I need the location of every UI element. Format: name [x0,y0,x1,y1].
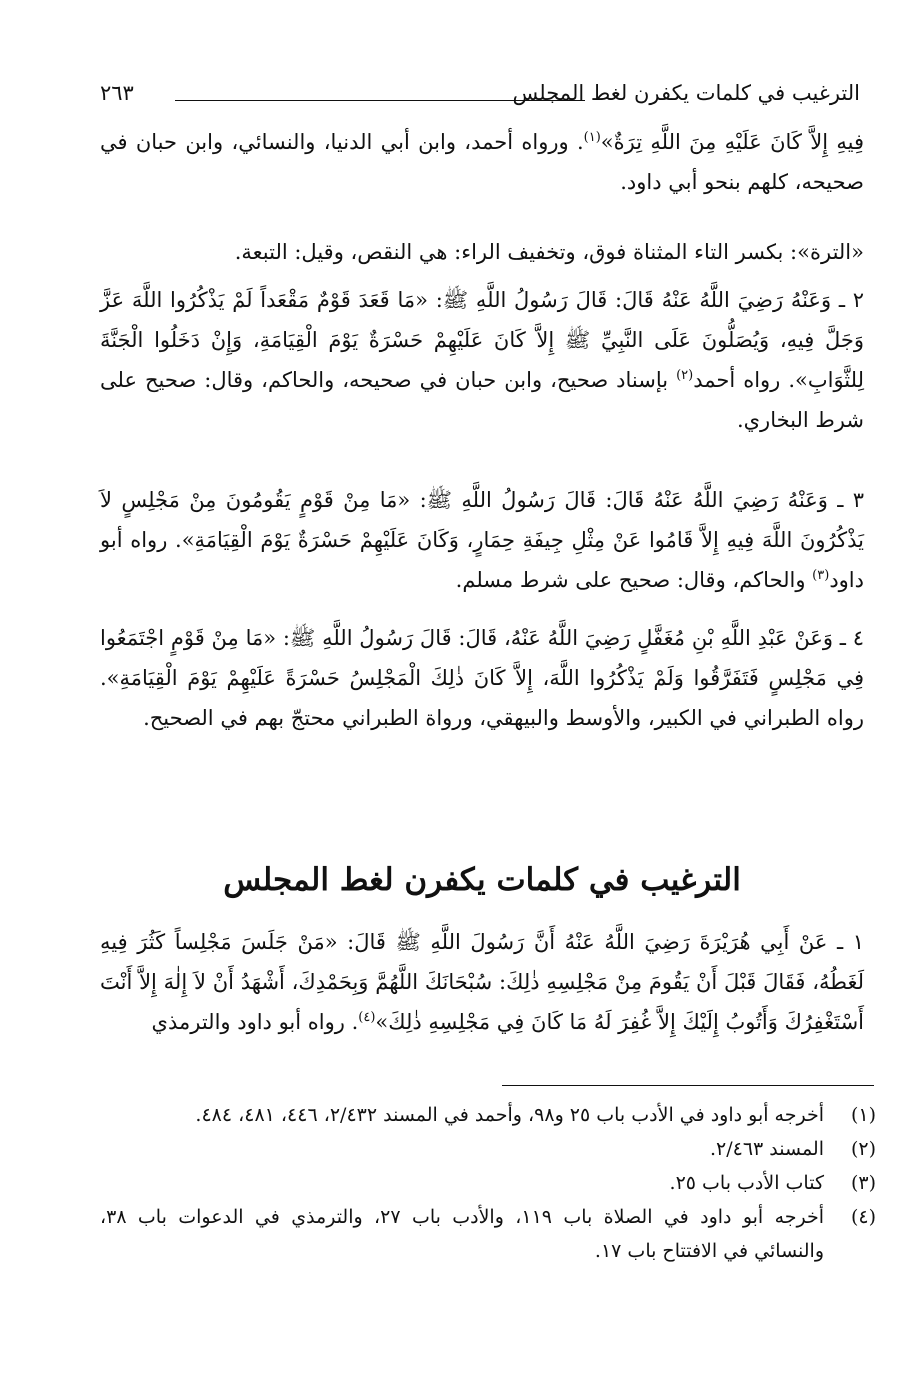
paragraph-text: ٣ ـ وَعَنْهُ رَضِيَ اللَّهُ عَنْهُ قَالَ: قَالَ رَسُولُ اللَّهِ ﷺ: «مَا مِنْ قَوْمٍ يَقُومُونَ مِنْ مَجْلِسٍ لاَ يَذْكُرُونَ اللَّهَ فِيهِ إِلاَّ قَامُوا عَنْ مِثْلِ جِيفَةِ حِمَارٍ، وَكَانَ عَلَيْهِمْ حَسْرَةٌ يَوْمَ الْقِيَامَةِ». رواه أبو داود [100,488,864,592]
footnote-item [100,1200,876,1268]
paragraph-text: «الترة»: بكسر التاء المثناة فوق، وتخفيف الراء: هي النقص، وقيل: التبعة. [234,240,864,264]
paragraph-text: . رواه أبو داود والترمذي [151,1010,359,1034]
footnote-number: (١) [850,1104,876,1126]
paragraph-continuation [100,122,864,202]
paragraph-hadith-2 [100,280,864,440]
footnote-separator [502,1085,874,1086]
footnote-number: (٣) [850,1172,876,1194]
section-heading: الترغيب في كلمات يكفرن لغط المجلس [223,862,741,898]
running-title: الترغيب في كلمات يكفرن لغط المجلس [512,81,860,105]
footnote-text: أخرجه أبو داود في الصلاة باب ١١٩، والأدب باب ٢٧، والترمذي في الدعوات باب ٣٨، والنسائي في الافتتاح باب ١٧. [100,1206,825,1262]
footnote-text: أخرجه أبو داود في الأدب باب ٢٥ و٩٨، وأحمد في المسند ٢/٤٣٢، ٤٤٦، ٤٨١، ٤٨٤. [195,1104,824,1126]
paragraph-text: ٢ ـ وَعَنْهُ رَضِيَ اللَّهُ عَنْهُ قَالَ: قَالَ رَسُولُ اللَّهِ ﷺ: «مَا قَعَدَ قَوْمٌ مَقْعَداً لَمْ يَذْكُرُوا اللَّهَ عَزَّ وَجَلَّ فِيهِ، وَيُصَلُّونَ عَلَى النَّبِيِّ ﷺ إِلاَّ كَانَ عَلَيْهِمْ حَسْرَةٌ يَوْمَ الْقِيَامَةِ، وَإِنْ دَخَلُوا الْجَنَّةَ لِلثَّوَابِ». رواه أحمد [100,288,864,392]
paragraph-text: ٤ ـ وَعَنْ عَبْدِ اللَّهِ بْنِ مُغَفَّلٍ رَضِيَ اللَّهُ عَنْهُ، قَالَ: قَالَ رَسُولُ اللَّهِ ﷺ: «مَا مِنْ قَوْمٍ اجْتَمَعُوا فِي مَجْلِسٍ فَتَفَرَّقُوا وَلَمْ يَذْكُرُوا اللَّهَ، إِلاَّ كَانَ ذٰلِكَ الْمَجْلِسُ حَسْرَةً عَلَيْهِمْ يَوْمَ الْقِيَامَةِ». رواه الطبراني في الكبير، والأوسط والبيهقي، ورواة الطبراني محتجّ بهم في الصحيح. [100,626,864,730]
footnote-item [100,1098,876,1132]
header-rule [175,100,585,101]
footnote-item [100,1166,876,1200]
paragraph-text: بإسناد صحيح، وابن حبان في صحيحه، والحاكم، وقال: صحيح على شرط البخاري. [100,368,864,432]
paragraph-text: فِيهِ إِلاَّ كَانَ عَلَيْهِ مِنَ اللَّهِ تِرَةٌ» [600,130,864,154]
footnote-ref: (١) [583,130,601,145]
footnote-number: (٢) [850,1138,876,1160]
footnote-item [100,1132,876,1166]
paragraph-hadith-4 [100,618,864,738]
footnote-text: كتاب الأدب باب ٢٥. [669,1172,824,1194]
footnote-ref: (٢) [676,368,694,383]
footnote-number: (٤) [850,1206,876,1228]
footnote-ref: (٤) [358,1010,376,1025]
paragraph-section-hadith-1 [100,922,864,1042]
footnote-text: المسند ٢/٤٦٣. [709,1138,824,1160]
paragraph-text: . ورواه أحمد، وابن أبي الدنيا، والنسائي، وابن حبان في صحيحه، كلهم بنحو أبي داود. [100,130,864,194]
paragraph-hadith-3 [100,480,864,600]
paragraph-text: والحاكم، وقال: صحيح على شرط مسلم. [455,568,813,592]
paragraph-gloss [100,232,864,272]
page-number: ٢٦٣ [100,81,134,105]
footnote-ref: (٣) [812,568,830,583]
footnotes [100,1098,876,1268]
paragraph-text: ١ ـ عَنْ أَبِي هُرَيْرَةَ رَضِيَ اللَّهُ عَنْهُ أَنَّ رَسُولَ اللَّهِ ﷺ قَالَ: «مَنْ جَلَسَ مَجْلِساً كَثُرَ فِيهِ لَغَطُهُ، فَقَالَ قَبْلَ أَنْ يَقُومَ مِنْ مَجْلِسِهِ ذٰلِكَ: سُبْحَانَكَ اللَّهُمَّ وَبِحَمْدِكَ، أَشْهَدُ أَنْ لاَ إِلٰهَ إِلاَّ أَنْتَ أَسْتَغْفِرُكَ وَأَتُوبُ إِلَيْكَ إِلاَّ غُفِرَ لَهُ مَا كَانَ فِي مَجْلِسِهِ ذٰلِكَ» [100,930,864,1034]
page-header [100,78,860,114]
